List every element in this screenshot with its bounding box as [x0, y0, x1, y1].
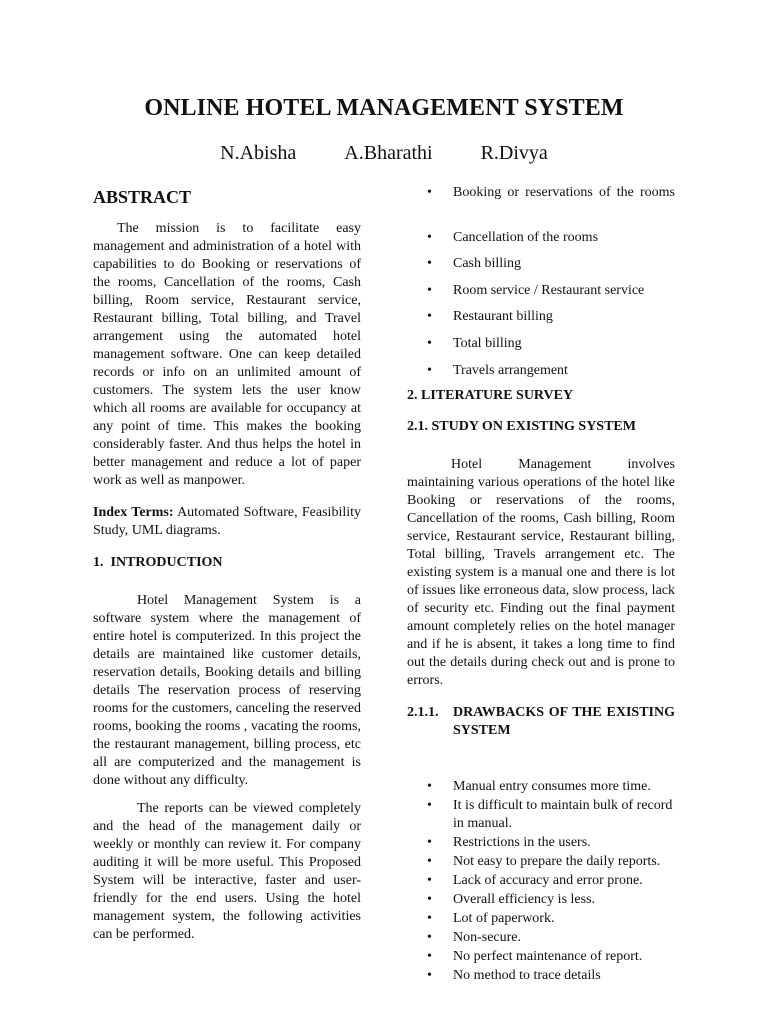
index-terms: [93, 504, 361, 540]
index-terms-text: Automated Software, Feasibility Study, UML diagrams.: [93, 505, 362, 538]
list-item: • It is difficult to maintain bulk of record in manual.: [427, 798, 673, 832]
author-name: N.Abisha: [220, 142, 297, 164]
activities-list: [407, 184, 675, 380]
bullet-icon: •: [427, 892, 432, 908]
abstract-heading: ABSTRACT: [93, 187, 192, 207]
bullet-icon: •: [427, 930, 432, 946]
list-item: • Booking or reservations of the rooms: [427, 185, 675, 200]
introduction-paragraph: Hotel Management System is a software system where the management of entire hotel is computerized. In this project the details are maintained like customer details, reservation details, Booking details and billing details The reservation process of reserving rooms for the customers, canceling the reserved rooms, booking the rooms , vacating the rooms, the restaurant management, billing process, etc all are computerized and the management is done without any difficulty.: [93, 593, 361, 788]
author-name: A.Bharathi: [344, 142, 433, 164]
list-item: • Travels arrangement: [427, 362, 568, 378]
list-item: • Non-secure.: [427, 930, 522, 946]
list-item: • Not easy to prepare the daily reports.: [427, 854, 661, 870]
bullet-icon: •: [427, 309, 432, 325]
list-item: • Restaurant billing: [427, 309, 553, 325]
bullet-icon: •: [427, 335, 432, 351]
bullet-icon: •: [427, 185, 432, 200]
bullet-icon: •: [427, 229, 432, 245]
bullet-icon: •: [427, 911, 432, 927]
list-item: • Room service / Restaurant service: [427, 282, 645, 298]
author-name: R.Divya: [480, 142, 548, 164]
drawbacks-title: DRAWBACKS OF THE EXISTING SYSTEM: [453, 705, 675, 739]
list-item: • Manual entry consumes more time.: [427, 779, 651, 795]
literature-survey-heading: 2. LITERATURE SURVEY: [407, 388, 574, 404]
list-item: • Cancellation of the rooms: [427, 229, 599, 245]
left-column: [93, 180, 361, 944]
right-column: [407, 184, 675, 986]
existing-system-text: Hotel Management involves maintaining various operations of the hotel like Booking or reservations of the rooms, Cancellation of the rooms, Cash billing, Room service, Restaurant service, Restaurant billing, Total billing, Travels arrangement etc. The existing system is a manual one and there is lot of issues like erroneous data, slow process, lack of security etc. Finding out the final payment amount completely relies on the hotel manager and if he is absent, it takes a long time to find out the details during check out and is prone to errors.: [407, 457, 675, 689]
bullet-icon: •: [427, 362, 432, 378]
bullet-icon: •: [427, 282, 432, 298]
list-item: • Total billing: [427, 335, 522, 351]
drawbacks-heading: [407, 704, 675, 758]
drawbacks-number: 2.1.1.: [407, 705, 439, 721]
list-item: • No perfect maintenance of report.: [427, 949, 643, 965]
bullet-icon: •: [427, 968, 432, 984]
paper-title: ONLINE HOTEL MANAGEMENT SYSTEM: [144, 95, 624, 121]
introduction-heading: 1. INTRODUCTION: [93, 555, 223, 570]
list-item: • Lot of paperwork.: [427, 911, 555, 927]
abstract-text: The mission is to facilitate easy management and administration of a hotel with capabilities to do Booking or reservations of the rooms, Cancellation of the rooms, Cash billing, Room service, Restaurant service, Restaurant billing, Total billing, and Travel arrangement using the automated hotel management software. One can keep detailed records or info on an unlimited amount of customers. The system lets the user know which all rooms are available for occupancy at any point of time. This makes the booking considerably faster. And thus helps the hotel in better management and reduce a lot of paper work as well as manpower.: [93, 221, 361, 488]
index-terms-label: Index Terms:: [93, 505, 174, 520]
list-item: • Overall efficiency is less.: [427, 892, 596, 908]
list-item: • Lack of accuracy and error prone.: [427, 873, 643, 889]
bullet-icon: •: [427, 949, 432, 965]
bullet-icon: •: [427, 779, 432, 795]
bullet-icon: •: [427, 873, 432, 889]
bullet-icon: •: [427, 854, 432, 870]
bullet-icon: •: [427, 256, 432, 272]
bullet-icon: •: [427, 798, 432, 814]
existing-system-heading: 2.1. STUDY ON EXISTING SYSTEM: [407, 419, 636, 435]
bullet-icon: •: [427, 835, 432, 851]
list-item: • No method to trace details: [427, 968, 601, 984]
list-item: • Cash billing: [427, 256, 522, 272]
introduction-paragraph: The reports can be viewed completely and the head of the management daily or weekly or monthly can review it. For company auditing it will be more useful. This Proposed System will be interactive, faster and user-friendly for the end users. Using the hotel management system, the following activities can be performed.: [93, 801, 361, 942]
author-list: [0, 140, 768, 166]
drawbacks-list: [407, 778, 675, 985]
list-item: • Restrictions in the users.: [427, 835, 591, 851]
